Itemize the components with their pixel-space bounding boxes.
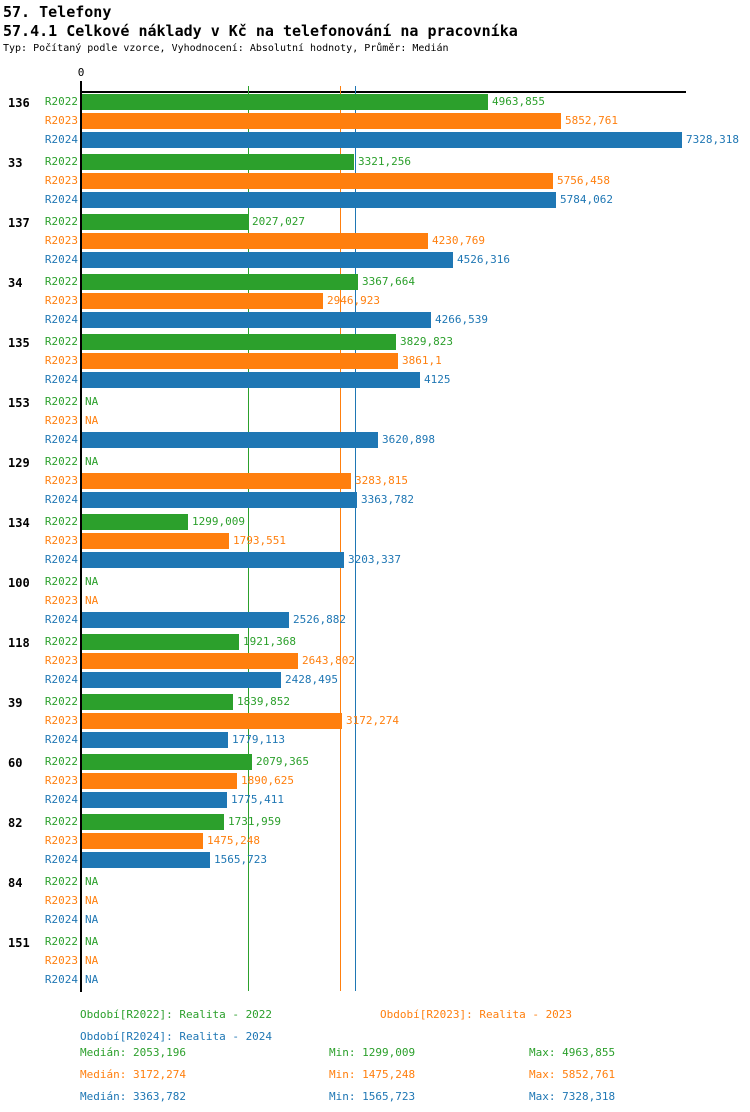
bar-value-label: 3321,256 [358, 155, 411, 168]
series-label: R2022 [44, 815, 78, 828]
bar-value-label: 1921,368 [243, 635, 296, 648]
series-label: R2023 [44, 294, 78, 307]
bar-R2024 [82, 312, 431, 328]
series-label: R2023 [44, 354, 78, 367]
median-R2023-line [340, 86, 341, 991]
series-label: R2022 [44, 635, 78, 648]
group-label: 84 [8, 876, 23, 890]
series-label: R2024 [44, 853, 78, 866]
bar-R2022 [82, 214, 248, 230]
bar-R2023 [82, 353, 398, 369]
bar-value-label: 4266,539 [435, 313, 488, 326]
bar-R2023 [82, 113, 561, 129]
series-label: R2024 [44, 973, 78, 986]
series-label: R2022 [44, 695, 78, 708]
bar-value-label: 1839,852 [237, 695, 290, 708]
group-label: 134 [8, 516, 30, 530]
series-label: R2023 [44, 534, 78, 547]
group-label: 33 [8, 156, 23, 170]
group-label: 60 [8, 756, 23, 770]
x-axis-line [80, 91, 686, 93]
series-label: R2022 [44, 515, 78, 528]
series-label: R2022 [44, 875, 78, 888]
bar-value-label: 7328,318 [686, 133, 739, 146]
series-label: R2023 [44, 474, 78, 487]
series-label: R2022 [44, 455, 78, 468]
bar-value-label: 3620,898 [382, 433, 435, 446]
group-label: 100 [8, 576, 30, 590]
bar-R2024 [82, 432, 378, 448]
bar-value-label: 4230,769 [432, 234, 485, 247]
series-label: R2024 [44, 133, 78, 146]
bar-value-label: 4963,855 [492, 95, 545, 108]
series-label: R2023 [44, 714, 78, 727]
legend-min-R2023: Min: 1475,248 [329, 1068, 416, 1081]
group-label: 39 [8, 696, 23, 710]
series-label: R2022 [44, 335, 78, 348]
series-label: R2022 [44, 395, 78, 408]
legend-max-R2022: Max: 4963,855 [529, 1046, 616, 1059]
bar-value-label: 1475,248 [207, 834, 260, 847]
series-label: R2023 [44, 594, 78, 607]
bar-value-label: 1793,551 [233, 534, 286, 547]
na-label: NA [85, 973, 99, 986]
series-label: R2024 [44, 193, 78, 206]
median-R2024-line [355, 86, 356, 991]
series-label: R2023 [44, 234, 78, 247]
legend-min-R2022: Min: 1299,009 [329, 1046, 416, 1059]
na-label: NA [85, 913, 99, 926]
bar-value-label: 1779,113 [232, 733, 285, 746]
bar-value-label: 3861,1 [402, 354, 442, 367]
legend-median-R2023: Medián: 3172,274 [80, 1068, 186, 1081]
series-label: R2023 [44, 114, 78, 127]
bar-value-label: 2526,882 [293, 613, 346, 626]
series-label: R2024 [44, 793, 78, 806]
series-label: R2022 [44, 755, 78, 768]
series-label: R2022 [44, 935, 78, 948]
group-label: 82 [8, 816, 23, 830]
na-label: NA [85, 414, 99, 427]
series-label: R2023 [44, 174, 78, 187]
bar-value-label: 2027,027 [252, 215, 305, 228]
bar-value-label: 1775,411 [231, 793, 284, 806]
series-label: R2024 [44, 433, 78, 446]
bar-value-label: 4526,316 [457, 253, 510, 266]
bar-value-label: 2643,802 [302, 654, 355, 667]
bar-R2023 [82, 233, 428, 249]
bar-R2024 [82, 852, 210, 868]
series-label: R2022 [44, 575, 78, 588]
legend-max-R2023: Max: 5852,761 [529, 1068, 616, 1081]
series-label: R2024 [44, 613, 78, 626]
bar-R2022 [82, 694, 233, 710]
bar-value-label: 2428,495 [285, 673, 338, 686]
bar-R2023 [82, 173, 553, 189]
series-label: R2022 [44, 275, 78, 288]
bar-R2022 [82, 94, 488, 110]
bar-value-label: 1731,959 [228, 815, 281, 828]
bar-R2024 [82, 252, 453, 268]
legend-max-R2024: Max: 7328,318 [529, 1090, 616, 1103]
series-label: R2024 [44, 313, 78, 326]
group-label: 135 [8, 336, 30, 350]
bar-value-label: 3283,815 [355, 474, 408, 487]
na-label: NA [85, 935, 99, 948]
bar-value-label: 3203,337 [348, 553, 401, 566]
bar-R2024 [82, 552, 344, 568]
bar-value-label: 2079,365 [256, 755, 309, 768]
group-label: 153 [8, 396, 30, 410]
na-label: NA [85, 954, 99, 967]
bar-value-label: 1299,009 [192, 515, 245, 528]
bar-R2023 [82, 533, 229, 549]
bar-R2022 [82, 514, 188, 530]
group-label: 129 [8, 456, 30, 470]
bar-value-label: 1565,723 [214, 853, 267, 866]
bar-R2024 [82, 492, 357, 508]
legend-period-R2022: Období[R2022]: Realita - 2022 [80, 1008, 273, 1021]
bar-R2024 [82, 612, 289, 628]
bar-R2022 [82, 154, 354, 170]
na-label: NA [85, 594, 99, 607]
series-label: R2024 [44, 673, 78, 686]
bar-value-label: 3363,782 [361, 493, 414, 506]
legend-period-R2024: Období[R2024]: Realita - 2024 [80, 1030, 273, 1043]
series-label: R2023 [44, 654, 78, 667]
na-label: NA [85, 875, 99, 888]
bar-value-label: 3367,664 [362, 275, 415, 288]
bar-R2022 [82, 814, 224, 830]
legend-min-R2024: Min: 1565,723 [329, 1090, 416, 1103]
bar-R2024 [82, 672, 281, 688]
bar-value-label: 1890,625 [241, 774, 294, 787]
bar-R2023 [82, 773, 237, 789]
series-label: R2023 [44, 834, 78, 847]
chart-subtitle: Typ: Počítaný podle vzorce, Vyhodnocení: Absolutní hodnoty, Průměr: Medián [3, 43, 449, 54]
bar-value-label: 5784,062 [560, 193, 613, 206]
report-section-title: 57. Telefony [3, 3, 112, 21]
bar-R2023 [82, 293, 323, 309]
bar-R2024 [82, 192, 556, 208]
series-label: R2024 [44, 733, 78, 746]
series-label: R2024 [44, 553, 78, 566]
legend-median-R2022: Medián: 2053,196 [80, 1046, 186, 1059]
bar-R2022 [82, 754, 252, 770]
bar-R2022 [82, 334, 396, 350]
bar-value-label: 4125 [424, 373, 451, 386]
bar-value-label: 5852,761 [565, 114, 618, 127]
na-label: NA [85, 395, 99, 408]
series-label: R2024 [44, 493, 78, 506]
na-label: NA [85, 575, 99, 588]
na-label: NA [85, 455, 99, 468]
series-label: R2023 [44, 414, 78, 427]
bar-value-label: 3172,274 [346, 714, 399, 727]
legend-period-R2023: Období[R2023]: Realita - 2023 [380, 1008, 573, 1021]
group-label: 118 [8, 636, 30, 650]
group-label: 137 [8, 216, 30, 230]
legend-median-R2024: Medián: 3363,782 [80, 1090, 186, 1103]
bar-value-label: 5756,458 [557, 174, 610, 187]
series-label: R2024 [44, 913, 78, 926]
chart-title: 57.4.1 Celkové náklady v Kč na telefonování na pracovníka [3, 22, 518, 40]
bar-R2024 [82, 732, 228, 748]
series-label: R2024 [44, 373, 78, 386]
bar-R2022 [82, 274, 358, 290]
series-label: R2024 [44, 253, 78, 266]
bar-R2024 [82, 372, 420, 388]
bar-R2023 [82, 833, 203, 849]
series-label: R2022 [44, 215, 78, 228]
bar-value-label: 2946,923 [327, 294, 380, 307]
bar-R2023 [82, 473, 351, 489]
bar-R2023 [82, 713, 342, 729]
bar-value-label: 3829,823 [400, 335, 453, 348]
series-label: R2023 [44, 954, 78, 967]
group-label: 34 [8, 276, 23, 290]
bar-R2024 [82, 792, 227, 808]
bar-R2023 [82, 653, 298, 669]
series-label: R2022 [44, 95, 78, 108]
bar-R2022 [82, 634, 239, 650]
x-axis-zero-label: 0 [77, 66, 85, 79]
series-label: R2023 [44, 774, 78, 787]
group-label: 151 [8, 936, 30, 950]
na-label: NA [85, 894, 99, 907]
series-label: R2023 [44, 894, 78, 907]
group-label: 136 [8, 96, 30, 110]
series-label: R2022 [44, 155, 78, 168]
bar-R2024 [82, 132, 682, 148]
